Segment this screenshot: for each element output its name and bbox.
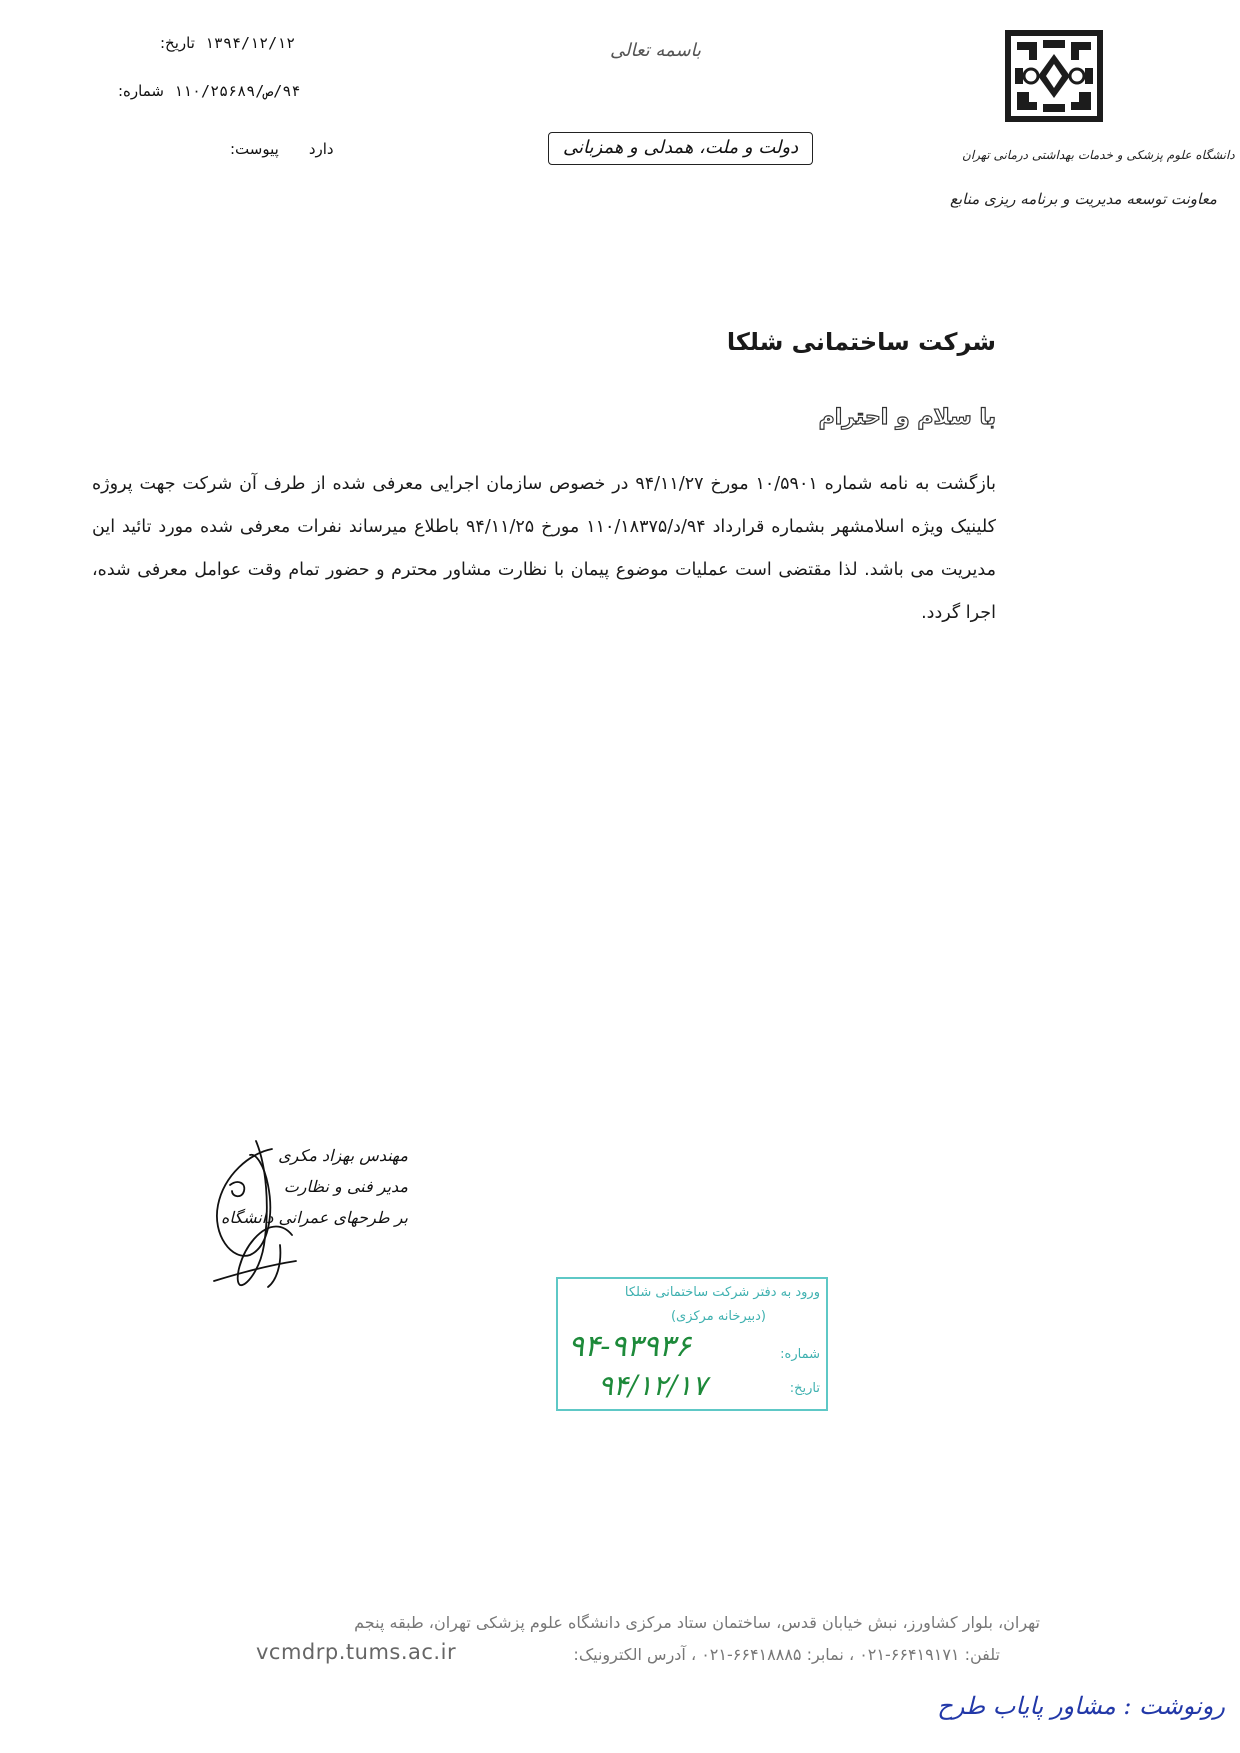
stamp-heading: ورود به دفتر شرکت ساختمانی شلکا bbox=[624, 1285, 820, 1300]
bismillah: باسمه تعالی bbox=[610, 40, 702, 61]
footer-address: تهران، بلوار کشاورز، نبش خیابان قدس، ساختمان ستاد مرکزی دانشگاه علوم پزشکی تهران، طبقه پنجم bbox=[354, 1613, 1040, 1632]
university-logo-mark bbox=[1005, 30, 1103, 122]
stamp-number-value: ۹۴-۹۳۹۳۶ bbox=[568, 1329, 691, 1364]
date-value: ۱۳۹۴/۱۲/۱۲ bbox=[204, 34, 296, 52]
signatory-title: مدیر فنی و نظارت bbox=[283, 1177, 408, 1196]
org-line-deputy: معاونت توسعه مدیریت و برنامه ریزی منابع bbox=[950, 190, 1217, 208]
university-logo bbox=[1005, 30, 1103, 122]
date-row bbox=[160, 34, 295, 52]
recipient: شرکت ساختمانی شلکا bbox=[726, 328, 996, 356]
handwritten-cc-note: رونوشت : مشاور پایاب طرح bbox=[937, 1692, 1225, 1720]
footer-website: vcmdrp.tums.ac.ir bbox=[256, 1640, 457, 1664]
signatory-title-2: بر طرحهای عمرانی دانشگاه bbox=[220, 1208, 408, 1227]
number-label: شماره: bbox=[118, 82, 164, 100]
greeting: با سلام و احترام bbox=[818, 405, 996, 430]
date-label: تاریخ: bbox=[160, 34, 195, 52]
stamp-date-label: تاریخ: bbox=[789, 1381, 820, 1396]
attachment-label: پیوست: bbox=[230, 140, 279, 158]
letter-body: بازگشت به نامه شماره ۱۰/۵۹۰۱ مورخ ۹۴/۱۱/۲۷ در خصوص سازمان اجرایی معرفی شده از طرف آن شرکت جهت پروژه کلینیک ویژه اسلامشهر بشماره قرارداد ۹۴/د/۱۱۰/۱۸۳۷۵ مورخ ۹۴/۱۱/۲۵ باطلاع میرساند نفرات معرفی شده مورد تائید این مدیریت می باشد. لذا مقتضی است عملیات موضوع پیمان با نظارت مشاور محترم و حضور تمام وقت عوامل معرفی شده، اجرا گردد. bbox=[92, 474, 996, 623]
number-value: ۹۴/ص/۱۱۰/۲۵۶۸۹ bbox=[173, 82, 301, 100]
attachment-value: دارد bbox=[308, 140, 334, 158]
number-row bbox=[118, 82, 300, 100]
attachment-row bbox=[230, 122, 334, 158]
stamp-date-value: ۹۴/۱۲/۱۷ bbox=[598, 1369, 708, 1402]
signatory-block bbox=[220, 1140, 408, 1233]
stamp-number-label: شماره: bbox=[780, 1347, 820, 1362]
footer-contact: تلفن: ۶۶۴۱۹۱۷۱-۰۲۱ ، نمابر: ۶۶۴۱۸۸۸۵-۰۲۱ ، آدرس الکترونیک: bbox=[573, 1645, 1000, 1664]
receipt-stamp bbox=[556, 1277, 828, 1411]
org-line-university: دانشگاه علوم پزشکی و خدمات بهداشتی درمانی تهران bbox=[962, 148, 1235, 162]
slogan-box: دولت و ملت، همدلی و همزبانی bbox=[548, 132, 813, 165]
stamp-subheading: (دبیرخانه مرکزی) bbox=[670, 1309, 766, 1324]
signatory-name: مهندس بهزاد مکری bbox=[278, 1146, 408, 1165]
